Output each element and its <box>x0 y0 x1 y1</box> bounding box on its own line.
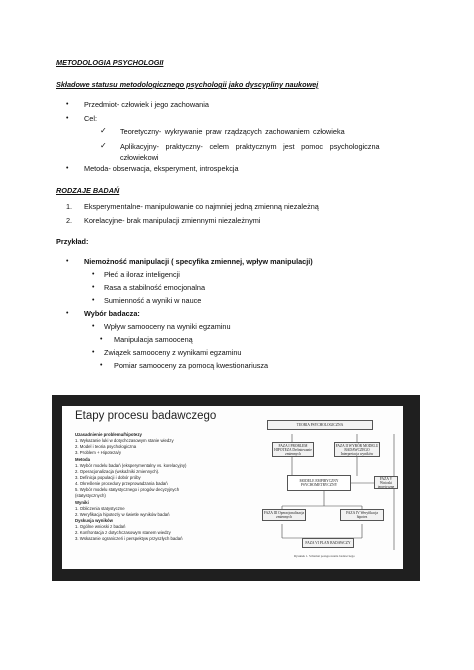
slide-heading: Uzasadnienie problemu/hipotezy <box>75 432 142 437</box>
diagram-box-phase-5: FAZA V Wnioski teoretyczne <box>374 476 398 489</box>
slide-line: 1. Ogólne wnioski z badań <box>75 524 126 529</box>
bullet-icon: • <box>100 336 103 343</box>
slide-line: 3. Definicja populacji i dobór próby <box>75 475 141 480</box>
diagram-box-phase-3: FAZA III Operacjonalizacja zmiennych <box>263 511 305 519</box>
list-item-continuation: człowiekowi <box>120 153 159 162</box>
page-title: METODOLOGIA PSYCHOLOGII <box>56 58 164 67</box>
slide-image <box>52 395 420 581</box>
diagram-box-phase-2: FAZA II WYBÓR MODELU BADAWCZEGO Interpretacja wyników <box>335 443 379 456</box>
bullet-icon: • <box>92 349 95 356</box>
list-item: Manipulacja samooceną <box>114 335 193 344</box>
list-item: Korelacyjne- brak manipulacji zmiennymi niezależnymi <box>84 216 261 225</box>
checkmark-icon: ✓ <box>100 141 107 150</box>
slide-line: 1. Wykazanie luki w dotychczasowym stanie wiedzy <box>75 438 174 443</box>
bullet-icon: • <box>66 115 69 122</box>
list-item: Metoda- obserwacja, eksperyment, introspekcja <box>84 164 239 173</box>
bullet-icon: • <box>100 362 103 369</box>
diagram-box-theory: TEORIA PSYCHOLOGICZNA <box>267 420 373 430</box>
list-item: Rasa a stabilność emocjonalna <box>104 283 205 292</box>
bullet-icon: • <box>92 271 95 278</box>
diagram-box-models: MODELE EMPIRYCZNY PSYCHOMETRYCZNY <box>287 475 351 491</box>
list-item: Cel: <box>84 114 97 123</box>
bullet-icon: • <box>92 323 95 330</box>
list-number: 2. <box>66 216 73 225</box>
slide-heading: Metoda <box>75 457 91 462</box>
slide-title: Etapy procesu badawczego <box>75 410 217 422</box>
list-item: Aplikacyjny- praktyczny- celem praktycznym jest pomoc psychologiczna <box>120 142 380 151</box>
example-label: Przykład: <box>56 237 89 246</box>
diagram-caption: Rysunek 1. Schemat postępowania badawczego <box>294 554 355 558</box>
slide-line: 3. Problem + Hipoteza/y <box>75 450 121 455</box>
slide-line: 1. Obliczenia statystyczne <box>75 506 125 511</box>
slide-canvas <box>62 406 403 569</box>
slide-heading: Wyniki <box>75 500 89 505</box>
bullet-icon: • <box>66 165 69 172</box>
bullet-icon: • <box>66 101 69 108</box>
slide-heading: Dyskusja wyników <box>75 518 113 523</box>
slide-line: (statystycznych) <box>75 493 106 498</box>
slide-line: 5. Wybór modelu statystycznego i progów decyzyjnych <box>75 487 180 492</box>
checkmark-icon: ✓ <box>100 126 107 135</box>
list-item: Wpływ samooceny na wyniki egzaminu <box>104 322 231 331</box>
diagram-box-phase-6: FAZA VI PLAN BADAWCZY <box>302 538 354 548</box>
bullet-icon: • <box>92 284 95 291</box>
slide-line: 2. Model i teoria psychologiczna <box>75 444 137 449</box>
slide-line: 2. Operacjonalizacja (wskaźniki zmiennych). <box>75 469 160 474</box>
slide-line: 3. Wskazanie ograniczeń i perspektyw przyszłych badań <box>75 536 183 541</box>
bullet-icon: • <box>66 258 69 265</box>
list-item: Wybór badacza: <box>84 309 140 318</box>
list-item: Niemożność manipulacji ( specyfika zmiennej, wpływ manipulacji) <box>84 257 313 266</box>
bullet-icon: • <box>66 310 69 317</box>
list-item: Przedmiot- człowiek i jego zachowania <box>84 100 209 109</box>
page-subtitle: Składowe statusu metodologicznego psychologii jako dyscypliny naukowej <box>56 80 319 89</box>
slide-line: 1. Wybór modelu badań (eksperymentalny vs. korelacyjny) <box>75 463 187 468</box>
slide-line: 2. Konfrontacja z dotychczasowym stanem wiedzy <box>75 530 171 535</box>
slide-line: 2. Weryfikacja hipotez/y w świetle wyników badań <box>75 512 170 517</box>
list-item: Teoretyczny- wykrywanie praw rządzących zachowaniem człowieka <box>120 127 345 136</box>
section-heading: RODZAJE BADAŃ <box>56 186 120 195</box>
list-item: Związek samooceny z wynikami egzaminu <box>104 348 242 357</box>
list-number: 1. <box>66 202 73 211</box>
bullet-icon: • <box>92 297 95 304</box>
list-item: Sumienność a wyniki w nauce <box>104 296 202 305</box>
diagram-box-phase-1: FAZA I PROBLEM HIPOTEZA Definiowanie zmiennych <box>272 442 314 457</box>
list-item: Pomiar samooceny za pomocą kwestionariusza <box>114 361 269 370</box>
slide-line: 4. Określenie procedury przeprowadzania badań <box>75 481 168 486</box>
diagram-box-phase-4: FAZA IV Weryfikacja hipotez <box>340 509 384 521</box>
list-item: Eksperymentalne- manipulowanie co najmniej jedną zmienną niezależną <box>84 202 319 211</box>
list-item: Płeć a iloraz inteligencji <box>104 270 180 279</box>
